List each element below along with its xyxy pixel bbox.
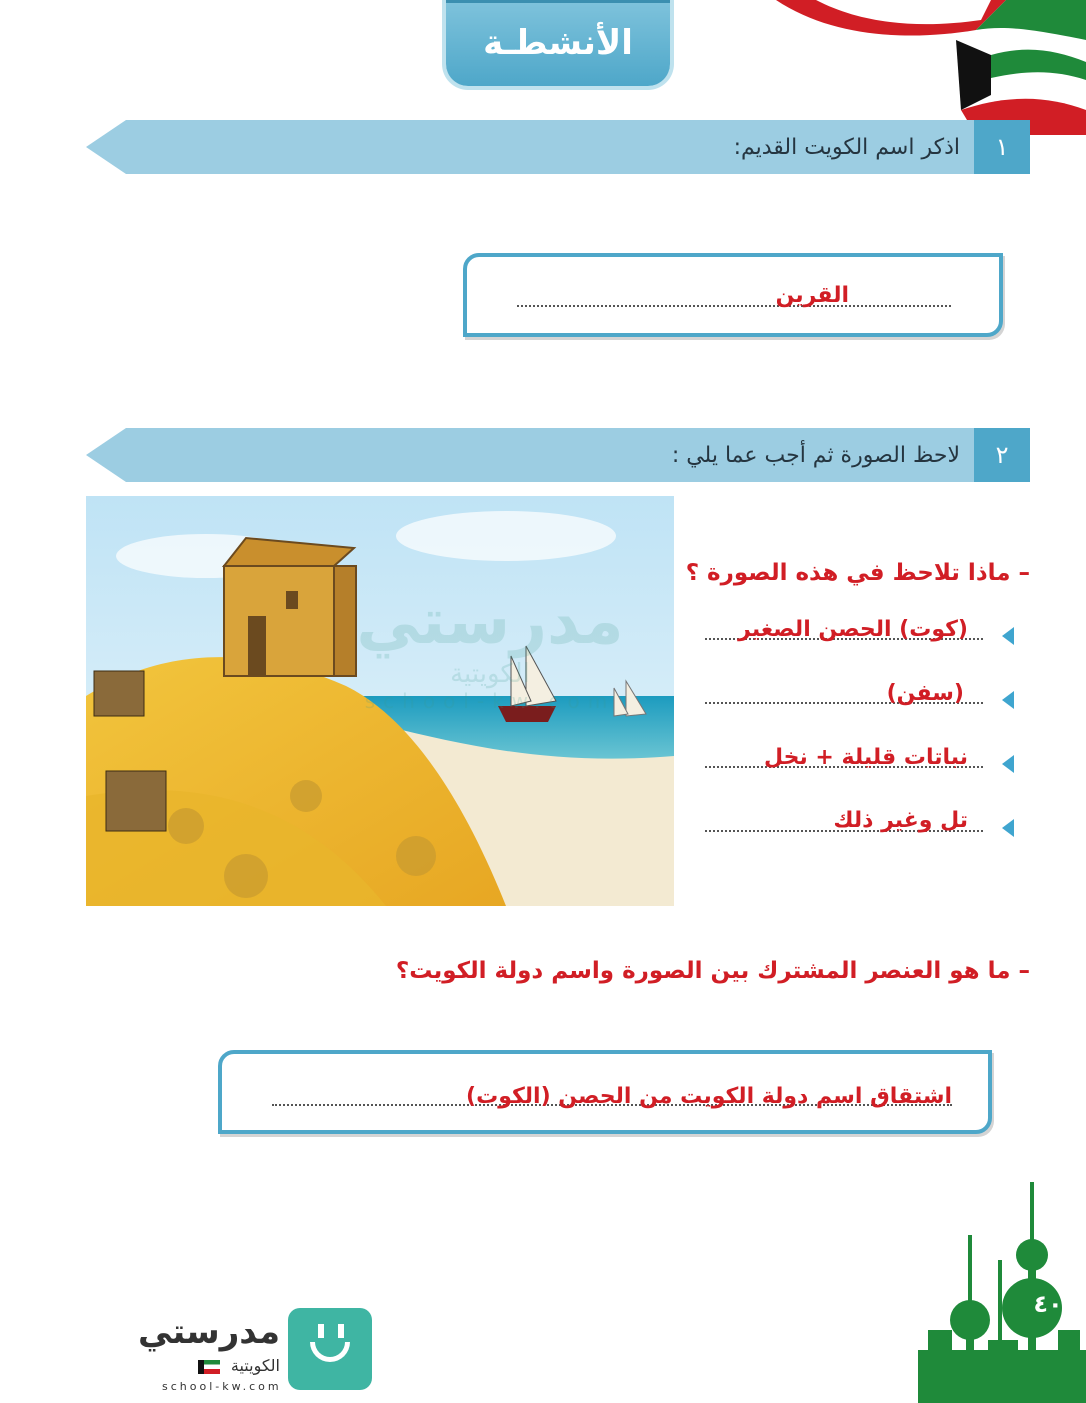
answer-box-2[interactable] xyxy=(218,1050,992,1134)
answer-text-1: القرين xyxy=(775,283,849,308)
activity-1-banner xyxy=(86,120,1030,174)
question-1-text: ماذا تلاحظ في هذه الصورة ؟ xyxy=(685,560,1011,586)
activity-number: ١ xyxy=(974,120,1030,174)
question-dash: – xyxy=(1018,560,1030,586)
answer-text-2: اشتقاق اسم دولة الكويت من الحصن (الكوت) xyxy=(466,1084,952,1109)
section-title: الأنشطـة xyxy=(483,23,633,63)
bullet-icon xyxy=(1002,691,1014,709)
activity-2-banner xyxy=(86,428,1030,482)
question-2-text: ما هو العنصر المشترك بين الصورة واسم دولة الكويت؟ xyxy=(395,958,1011,984)
watermark-brand: مدرستي xyxy=(356,585,624,659)
question-2 xyxy=(396,958,1030,984)
question-dash: – xyxy=(1018,958,1030,984)
answer-item-4: تل وغير ذلك xyxy=(833,808,968,833)
answer-dotted-line xyxy=(517,305,951,307)
answer-item-3: نباتات قليلة + نخل xyxy=(764,745,968,770)
bullet-icon xyxy=(1002,755,1014,773)
logo-mark-icon xyxy=(288,1308,372,1390)
section-title-tab xyxy=(446,0,670,86)
watermark-sub: الكويتية xyxy=(450,659,530,689)
logo-url: school-kw.com xyxy=(162,1380,282,1393)
watermark xyxy=(250,585,730,815)
question-1 xyxy=(686,560,1030,586)
answer-box-1[interactable] xyxy=(463,253,1003,337)
page-number: ٤٠ xyxy=(1033,1290,1063,1318)
kuwait-flag-ribbon xyxy=(776,0,1086,135)
bullet-icon xyxy=(1002,627,1014,645)
kuwait-flag-icon xyxy=(198,1360,220,1374)
activity-prompt: اذكر اسم الكويت القديم: xyxy=(733,134,960,160)
answer-item-1: (كوت) الحصن الصغير xyxy=(738,617,968,642)
watermark-url: school-kw.com xyxy=(364,689,616,713)
logo-sub: الكويتية xyxy=(230,1356,280,1375)
activity-number: ٢ xyxy=(974,428,1030,482)
logo-brand: مدرستي xyxy=(138,1312,280,1352)
bullet-icon xyxy=(1002,819,1014,837)
activity-prompt: لاحظ الصورة ثم أجب عما يلي : xyxy=(671,442,960,468)
answer-item-2: (سفن) xyxy=(886,681,964,706)
madrasati-logo xyxy=(138,1308,380,1398)
